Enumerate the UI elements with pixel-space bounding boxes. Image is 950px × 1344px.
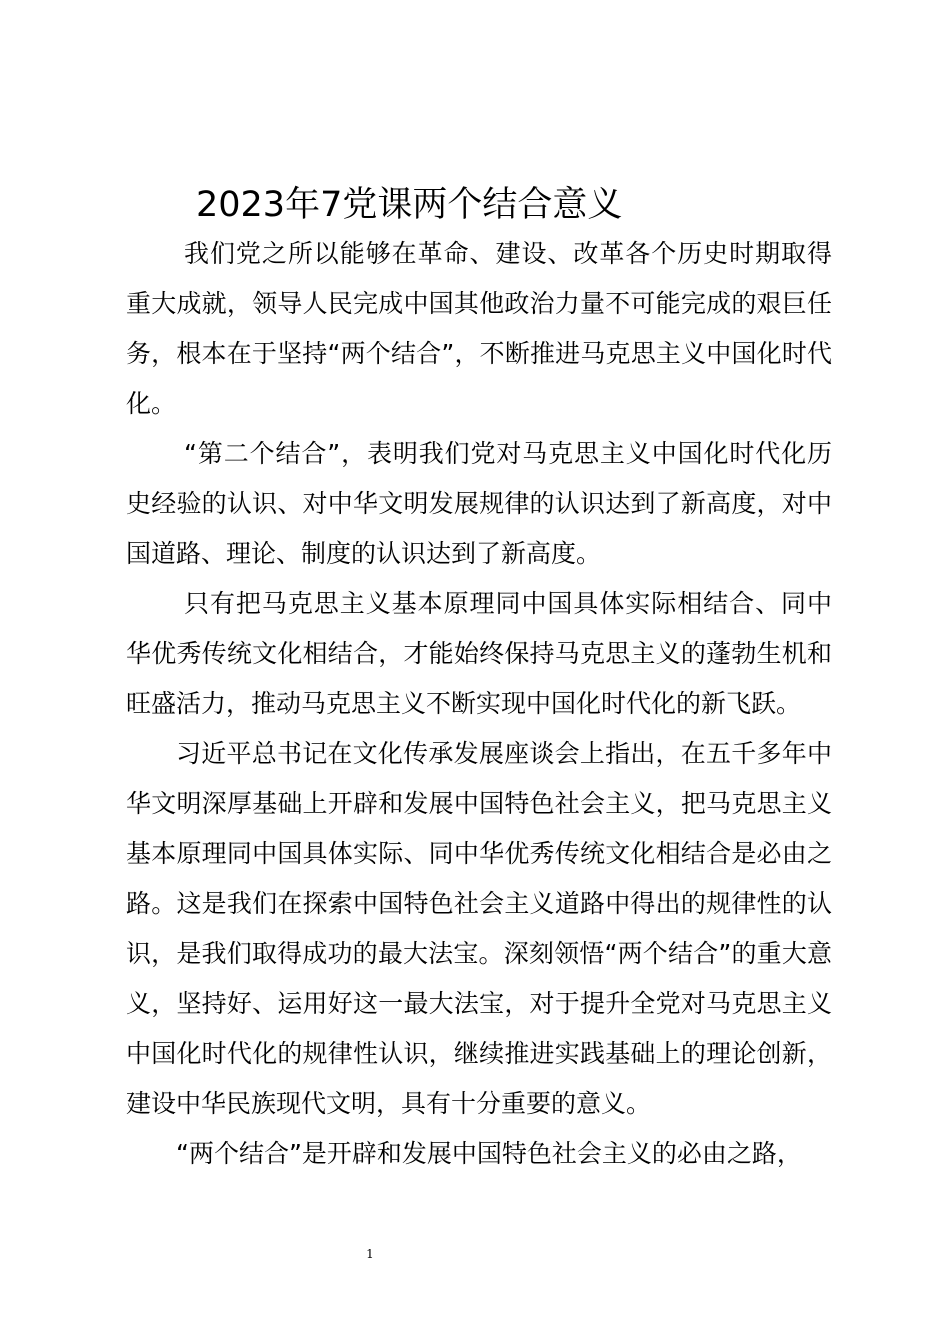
- paragraph-5: “两个结合”是开辟和发展中国特色社会主义的必由之路，: [176, 1139, 802, 1168]
- document-title: 2023年7党课两个结合意义: [196, 185, 623, 225]
- paragraph-3: 只有把马克思主义基本原理同中国具体实际相结合、同中华优秀传统文化相结合，才能始终保持马克思主义的蓬勃生机和旺盛活力，推动马克思主义不断实现中国化时代化的新飞跃。: [126, 589, 832, 718]
- paragraph-2: “第二个结合”，表明我们党对马克思主义中国化时代化历史经验的认识、对中华文明发展规律的认识达到了新高度，对中国道路、理论、制度的认识达到了新高度。: [126, 439, 832, 568]
- paragraph-4: 习近平总书记在文化传承发展座谈会上指出，在五千多年中华文明深厚基础上开辟和发展中国特色社会主义，把马克思主义基本原理同中国具体实际、同中华优秀传统文化相结合是必由之路。这是我们在探索中国特色社会主义道路中得出的规律性的认识，是我们取得成功的最大法宝。深刻领悟“两个结合”的重大意义，坚持好、运用好这一最大法宝，对于提升全党对马克思主义中国化时代化的规律性认识，继续推进实践基础上的理论创新，建设中华民族现代文明，具有十分重要的意义。: [126, 739, 832, 1118]
- paragraph-1: 我们党之所以能够在革命、建设、改革各个历史时期取得重大成就，领导人民完成中国其他政治力量不可能完成的艰巨任务，根本在于坚持“两个结合”，不断推进马克思主义中国化时代化。: [126, 239, 832, 418]
- document-body: [126, 229, 832, 1179]
- page-number: 1: [366, 1247, 374, 1261]
